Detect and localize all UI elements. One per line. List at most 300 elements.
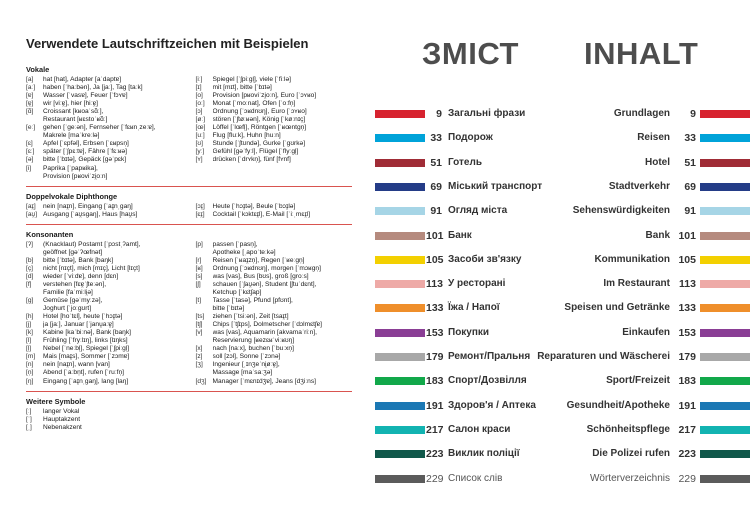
phonetic-examples: mit [mɪt], bitte [ˈbɪtə] (212, 84, 272, 92)
phonetic-entry (196, 92, 352, 100)
phonetic-entry (196, 140, 352, 148)
color-bar-left (375, 353, 425, 361)
chapter-label-german: Stadtverkehr (608, 180, 670, 192)
phonetic-examples: Provision [pʁoviˈzi̯oːn], Euro [ˈɔʏʁo] (212, 92, 317, 100)
chapter-label-german: Kommunikation (594, 253, 670, 265)
phonetic-symbol: [ʒ] (195, 361, 203, 369)
phonetic-examples: bitte [ˈbɪtə] (212, 305, 245, 313)
phonetic-examples: ziehen [ˈt͡siːən], Zeit [t͡saɪ̯t] (212, 313, 289, 321)
phonetic-entry (26, 408, 352, 416)
phonetic-examples: Restaurant [ʁɛstoˈʁɑ̃ː] (43, 116, 108, 124)
phonetic-entry (26, 424, 352, 432)
vokale-left-column (26, 76, 182, 181)
chapter-label-german: Grundlagen (613, 108, 670, 119)
toc-row (372, 201, 750, 221)
color-bar-left (375, 159, 425, 167)
phonetic-examples: Reisen [ˈʁaɪ̯zn̩], Regen [ˈʁeːɡn̩] (212, 256, 305, 264)
page-number-right: 69 (684, 180, 696, 193)
phonetic-examples: Ingenieur [ˌɪnʒeˈni̯øːɐ̯], (212, 361, 280, 369)
color-bar-left (375, 329, 425, 337)
phonetic-entry (26, 165, 182, 173)
phonetic-entry (196, 273, 352, 281)
phonetic-entry (196, 265, 352, 273)
phonetic-examples: soll [zɔl], Sonne [ˈzɔnə] (212, 353, 281, 361)
page-number-right: 91 (684, 205, 696, 218)
phonetic-examples: Hotel [hoˈtɛl], heute [ˈhɔɪ̯tə] (43, 313, 123, 321)
phonetic-symbol: [i] (26, 164, 32, 172)
chapter-label-ukrainian: Покупки (448, 326, 490, 338)
chapter-label-german: Speisen und Getränke (564, 302, 670, 314)
phonetic-symbol: [ː] (26, 407, 32, 415)
color-bar-left (375, 426, 425, 434)
phonetic-symbol: [ŋ] (26, 377, 34, 385)
page-title: Verwendete Lautschriftzeichen mit Beispielen (26, 36, 309, 51)
toc-title-ukrainian: ЗМІСТ (422, 36, 519, 71)
toc-row (372, 153, 750, 173)
toc-row (372, 250, 750, 270)
phonetic-entry (26, 265, 182, 273)
page-number-right: 229 (678, 472, 696, 485)
phonetic-symbol: [h] (26, 313, 34, 321)
chapter-label-ukrainian: Виклик поліції (448, 448, 520, 460)
phonetic-symbol: [ʁ] (195, 264, 203, 272)
color-bar-left (375, 304, 425, 312)
chapter-label-german: Reparaturen und Wäscherei (537, 351, 670, 362)
phonetic-examples: später [ˈʃpɛːtɐ], Fähre [ˈfɛːʁə] (43, 148, 128, 156)
phonetic-entry (196, 345, 352, 353)
phonetic-symbol: [a] (26, 76, 34, 83)
color-bar-right (700, 134, 750, 142)
chapter-label-ukrainian: Їжа / Напої (448, 302, 500, 314)
phonetic-symbol: [z] (195, 353, 203, 361)
phonetic-examples: nein [naɪ̯n], Eingang [ˈaɪ̯nˌɡaŋ] (43, 202, 133, 210)
phonetic-entry-continuation (196, 249, 352, 257)
toc-row (372, 469, 750, 489)
page-number-right: 179 (678, 351, 696, 363)
phonetic-symbol: [ɐ] (26, 92, 34, 100)
phonetic-entry-continuation (26, 305, 182, 313)
phonetic-symbol: [œ] (195, 124, 206, 132)
phonetic-examples: (Knacklaut) Postamt [ˈpɔstˌʔamt], (43, 240, 141, 248)
phonetic-examples: Cocktail [ˈkɔktɛɪ̯l], E-Mail [ˈiːˌmɛɪ̯l] (212, 210, 311, 218)
color-bar-left (375, 232, 425, 240)
toc-row (372, 298, 750, 318)
color-bar-right (700, 402, 750, 410)
phonetic-examples: was [vas], Bus [bʊs], groß [ɡroːs] (212, 272, 309, 280)
phonetic-examples: Massage [maˈsaːʒə] (212, 369, 273, 377)
chapter-label-german: Hotel (645, 156, 670, 168)
chapter-label-ukrainian: Салон краси (448, 423, 511, 435)
phonetic-entry (196, 116, 352, 124)
vokale-columns (26, 76, 352, 181)
phonetic-examples: Flug [fluːk], Huhn [huːn] (212, 132, 281, 140)
diphthonge-right-column (196, 203, 352, 219)
phonetic-entry (26, 378, 182, 386)
phonetic-examples: hat [hat], Adapter [aˈdaptɐ] (43, 76, 122, 83)
phonetic-entry (26, 108, 182, 116)
color-bar-right (700, 304, 750, 312)
phonetic-symbol: [j] (26, 321, 32, 329)
phonetic-entry (196, 156, 352, 164)
phonetic-entry (196, 313, 352, 321)
section-title-symbole: Weitere Symbole (26, 396, 86, 406)
section-divider (26, 224, 352, 225)
phonetic-symbol: [b] (26, 256, 34, 264)
phonetic-examples: Ausgang [ˈaʊ̯sɡaŋ], Haus [haʊ̯s] (43, 210, 138, 218)
page-number-left: 191 (426, 399, 444, 412)
phonetic-entry (196, 297, 352, 305)
phonetic-entry-continuation (26, 116, 182, 124)
phonetic-examples: Spiegel [ˈʃpiːɡl̩], viele [ˈfiːlə] (212, 76, 291, 83)
phonetic-examples: Nebel [ˈneːbl̩], Spiegel [ˈʃpiːɡl̩] (43, 345, 130, 353)
page-number-right: 33 (684, 132, 696, 145)
phonetic-examples: passen [ˈpasn̩], (212, 240, 258, 248)
phonetic-examples: Kabine [kaˈbiːnə], Bank [baŋk] (43, 329, 131, 337)
color-bar-right (700, 159, 750, 167)
phonetic-examples: verstehen [fɛɐ̯ˈʃteːən], (43, 280, 107, 288)
phonetic-examples: Mais [maɪ̯s], Sommer [ˈzɔmɐ] (43, 353, 130, 361)
chapter-label-ukrainian: Спорт/Дозвілля (448, 375, 527, 387)
chapter-label-german: Die Polizei rufen (592, 448, 670, 460)
phonetic-entry (26, 124, 182, 132)
phonetic-examples: Stunde [ˈʃtʊndə], Gurke [ˈɡʊrkə] (212, 140, 306, 148)
phonetic-symbol: [aː] (26, 84, 36, 92)
phonetic-entry (26, 281, 182, 289)
phonetic-entry (196, 321, 352, 329)
chapter-label-ukrainian: Готель (448, 156, 482, 168)
phonetic-entry-continuation (196, 337, 352, 345)
chapter-label-german: Sehenswürdigkeiten (572, 205, 670, 217)
phonetic-entry-continuation (196, 369, 352, 377)
section-divider (26, 186, 352, 187)
phonetic-entry (196, 353, 352, 361)
page-number-right: 183 (678, 375, 696, 388)
chapter-label-german: Einkaufen (622, 326, 670, 338)
phonetic-symbol: [ç] (26, 264, 33, 272)
chapter-label-ukrainian: Ремонт/Пральня (448, 351, 531, 362)
chapter-label-german: Schönheitspflege (586, 423, 670, 435)
chapter-label-ukrainian: Огляд міста (448, 205, 508, 217)
color-bar-right (700, 426, 750, 434)
color-bar-left (375, 475, 425, 483)
page-number-left: 51 (430, 156, 442, 169)
phonetic-entry-continuation (196, 305, 352, 313)
phonetic-symbol: [dʒ] (195, 377, 207, 385)
phonetic-examples: Nebenakzent (43, 423, 82, 431)
phonetic-entry (26, 321, 182, 329)
phonetic-examples: bitte [ˈbɪtə], Bank [baŋk] (43, 256, 114, 264)
phonetic-examples: langer Vokal (43, 407, 80, 415)
phonetic-entry (196, 361, 352, 369)
phonetic-examples: Monat [ˈmoːnat], Ofen [ˈoːfn̩] (212, 100, 296, 108)
phonetic-symbol: [ə] (26, 156, 34, 164)
color-bar-right (700, 183, 750, 191)
phonetic-examples: Familie [faˈmiːli̯ə] (43, 288, 93, 296)
color-bar-right (700, 329, 750, 337)
page-number-right: 101 (678, 229, 696, 242)
phonetic-examples: ja [jaː], Januar [ˈjanu̯aːɐ̯] (43, 321, 114, 329)
phonetic-symbol: [n] (26, 361, 34, 369)
toc-row (372, 104, 750, 124)
phonetic-symbol: [ˌ] (26, 423, 32, 431)
phonetic-examples: Frühling [ˈfryːlɪŋ], links [lɪŋks] (43, 337, 128, 345)
phonetic-examples: Abend [ˈaːbn̩t], rufen [ˈruːfn̩] (43, 369, 125, 377)
phonetic-examples: Gemüse [ɡəˈmyːzə], (43, 297, 103, 305)
page-number-left: 183 (426, 375, 444, 388)
phonetic-entry (196, 76, 352, 84)
phonetic-examples: Makrele [maˈkreːlə] (43, 132, 100, 140)
color-bar-left (375, 450, 425, 458)
color-bar-right (700, 110, 750, 118)
color-bar-left (375, 207, 425, 215)
phonetic-entry (196, 211, 352, 219)
phonetic-examples: wir [viːɐ̯], hier [hiːɐ̯] (43, 100, 98, 108)
phonetic-examples: schauen [ˈʃaʊ̯ən], Student [ʃtuˈdɛnt], (212, 280, 317, 288)
phonetic-symbol: [r] (195, 256, 202, 264)
page-number-right: 153 (678, 326, 696, 339)
phonetic-examples: Paprika [ˈpapʁika], (43, 164, 98, 172)
phonetic-examples: Eingang [ˈaɪ̯nˌɡaŋ], lang [laŋ] (43, 377, 129, 385)
phonetic-examples: Reservierung [ʁezɛʁˈviːʁʊŋ] (212, 337, 295, 345)
table-of-contents (372, 0, 750, 531)
toc-row (372, 128, 750, 148)
phonetic-entry (26, 84, 182, 92)
phonetic-symbol: [l̩] (26, 345, 32, 353)
phonetic-entry-continuation (26, 249, 182, 257)
phonetic-examples: nein [naɪ̯n], wann [van] (43, 361, 110, 369)
phonetic-examples: geöffnet [ɡəˈʔœfnət] (43, 248, 103, 256)
konsonanten-right-column (196, 241, 352, 386)
phonetic-entry (196, 241, 352, 249)
toc-row (372, 177, 750, 197)
phonetic-symbol: [f] (26, 280, 32, 288)
phonetic-entry (26, 257, 182, 265)
phonetic-examples: Chips [ˈt͡ʃɪps], Dolmetscher [ˈdɔlmɛt͡ʃɐ] (212, 321, 322, 329)
phonetic-entry (196, 148, 352, 156)
phonetic-entry (196, 124, 352, 132)
phonetic-examples: Wasser [ˈvasɐ], Feuer [ˈfɔʏɐ] (43, 92, 128, 100)
color-bar-left (375, 377, 425, 385)
phonetic-entry (26, 92, 182, 100)
phonetic-entry (26, 76, 182, 84)
phonetic-symbol: [oː] (195, 100, 205, 108)
toc-row (372, 347, 750, 367)
page-number-right: 217 (678, 423, 696, 436)
phonetic-examples: Provision [pʁoviˈzi̯oːn] (43, 172, 108, 180)
page-number-left: 33 (430, 132, 442, 145)
phonetic-symbol: [aʊ̯] (26, 210, 38, 218)
phonetic-examples: Ordnung [ˈɔʁdnʊŋ], Euro [ˈɔʏʁo] (212, 108, 307, 116)
page-number-left: 101 (426, 229, 444, 242)
phonetic-symbol: [n̩] (26, 369, 34, 377)
phonetic-entry (26, 329, 182, 337)
page-number-right: 223 (678, 448, 696, 461)
page-number-right: 51 (684, 156, 696, 169)
color-bar-right (700, 450, 750, 458)
toc-row (372, 420, 750, 440)
phonetic-entry (26, 156, 182, 164)
phonetic-symbol: [ˈ] (26, 415, 32, 423)
phonetic-symbol: [ɔɪ̯] (195, 202, 205, 210)
phonetic-examples: drücken [ˈdrʏkn̩], fünf [fʏnf] (212, 156, 291, 164)
chapter-label-german: Bank (645, 229, 670, 241)
phonetic-symbol: [v] (195, 329, 203, 337)
chapter-label-ukrainian: Міський транспорт (448, 180, 543, 192)
phonetic-entry (26, 313, 182, 321)
page-number-right: 191 (678, 399, 696, 412)
page-number-left: 153 (426, 326, 444, 339)
phonetic-examples: Gefühl [ɡəˈfyːl], Flügel [ˈflyːɡl̩] (212, 148, 299, 156)
phonetic-entry (196, 203, 352, 211)
phonetic-examples: gehen [ˈɡeːən], Fernseher [ˈfɛʁnˌzeːɐ], (43, 124, 156, 132)
page-number-left: 69 (430, 180, 442, 193)
phonetic-entry (26, 211, 182, 219)
phonetic-entry (196, 108, 352, 116)
page-number-left: 9 (436, 108, 442, 120)
konsonanten-left-column (26, 241, 182, 386)
phonetic-symbol: [g] (26, 297, 34, 305)
phonetic-symbol: [m] (26, 353, 36, 361)
chapter-label-german: Wörterverzeichnis (589, 472, 670, 484)
toc-row (372, 274, 750, 294)
phonetic-entry (26, 203, 182, 211)
color-bar-right (700, 232, 750, 240)
toc-row (372, 323, 750, 343)
phonetic-examples: Joghurt [ˈjoːɡʊrt] (43, 305, 92, 313)
phonetic-examples: nach [naːx], buchen [ˈbuːxn̩] (212, 345, 294, 353)
phonetic-entry (26, 337, 182, 345)
phonetic-symbol: [ɑ̃] (26, 108, 34, 116)
phonetic-symbol: [ɐ̯] (26, 100, 34, 108)
phonetic-entry-continuation (196, 289, 352, 297)
phonetic-examples: nicht [nɪçt], mich [mɪç], Licht [lɪçt] (43, 264, 140, 272)
phonetic-examples: Heute [ˈhɔɪ̯tə], Beule [ˈbɔɪ̯lə] (212, 202, 296, 210)
phonetic-symbol: [uː] (195, 132, 205, 140)
color-bar-right (700, 377, 750, 385)
toc-row (372, 444, 750, 464)
chapter-label-ukrainian: У ресторані (448, 278, 506, 290)
phonetic-examples: was [vas], Aquamarin [akvamaˈriːn], (212, 329, 317, 337)
color-bar-left (375, 110, 425, 118)
phonetic-symbol: [ʔ] (26, 240, 33, 248)
phonetic-examples: Croissant [kʁoaˈsɑ̃ː], (43, 108, 104, 116)
phonetic-symbol: [k] (26, 329, 33, 337)
phonetic-entry (26, 100, 182, 108)
phonetic-examples: haben [ˈhaːbən], Ja [jaː], Tag [taːk] (43, 84, 143, 92)
phonetic-symbol: [ʏ] (195, 156, 203, 164)
page-number-left: 217 (426, 423, 444, 436)
toc-row (372, 226, 750, 246)
phonetic-examples: Löffel [ˈlœfl̩], Röntgen [ˈʁœntɡn̩] (212, 124, 307, 132)
page-number-left: 91 (430, 205, 442, 218)
phonetic-examples: Apotheke [ˌapoˈteːkə] (212, 248, 276, 256)
konsonanten-columns (26, 241, 352, 386)
phonetic-symbol: [iː] (195, 76, 203, 83)
phonetic-entry (26, 241, 182, 249)
phonetic-symbol: [ɪ] (195, 84, 202, 92)
phonetic-entry (196, 84, 352, 92)
phonetic-examples: bitte [ˈbɪtə], Gepäck [ɡəˈpɛk] (43, 156, 127, 164)
symbole-list (26, 408, 352, 432)
phonetic-examples: Manager [ˈmɛnɪd͡ʒɐ], Jeans [d͡ʒiːns] (212, 377, 316, 385)
phonetic-symbol: [øː] (195, 116, 206, 124)
phonetic-entry (196, 329, 352, 337)
phonetic-symbol: [ɛ] (26, 140, 33, 148)
page-number-right: 113 (679, 278, 696, 291)
phonetic-symbol: [ts] (195, 313, 205, 321)
phonetic-entry (196, 132, 352, 140)
chapter-label-ukrainian: Загальні фрази (448, 108, 526, 119)
phonetic-entry (26, 297, 182, 305)
page-number-left: 229 (426, 472, 444, 485)
diphthonge-columns (26, 203, 352, 219)
color-bar-right (700, 207, 750, 215)
page-number-left: 179 (426, 351, 444, 363)
phonetic-symbol: [ɛɪ̯] (195, 210, 205, 218)
color-bar-right (700, 280, 750, 288)
color-bar-right (700, 256, 750, 264)
vokale-right-column (196, 76, 352, 181)
page-number-right: 105 (678, 253, 696, 266)
phonetic-entry-continuation (26, 132, 182, 140)
page-number-right: 133 (678, 302, 696, 315)
phonetic-symbol: [ɔ] (195, 108, 203, 116)
phonetic-entry (196, 281, 352, 289)
phonetic-examples: stören [ˈʃtøːʁən], König [ˈkøːnɪç] (212, 116, 306, 124)
chapter-label-german: Sport/Freizeit (606, 375, 670, 387)
phonetic-symbol: [l] (26, 337, 32, 345)
phonetic-entry (26, 345, 182, 353)
phonetic-entry (26, 148, 182, 156)
phonetic-entry (26, 416, 352, 424)
phonetic-entry (26, 353, 182, 361)
page-number-left: 113 (426, 278, 443, 291)
phonetic-symbol: [ʊ] (195, 140, 203, 148)
chapter-label-german: Gesundheit/Apotheke (566, 399, 670, 411)
phonetic-entry-continuation (26, 173, 182, 181)
diphthonge-left-column (26, 203, 182, 219)
phonetic-examples: Hauptakzent (43, 415, 81, 423)
phonetic-symbol: [eː] (26, 124, 36, 132)
page-number-left: 133 (426, 302, 444, 315)
page-number-left: 223 (426, 448, 444, 461)
color-bar-right (700, 353, 750, 361)
phonetic-entry (196, 378, 352, 386)
chapter-label-ukrainian: Засоби зв'язку (448, 253, 522, 265)
phonetic-entry (196, 257, 352, 265)
phonetic-entry (26, 273, 182, 281)
color-bar-left (375, 134, 425, 142)
toc-row (372, 396, 750, 416)
phonetic-examples: Äpfel [ˈɛpfəl], Erbsen [ˈɛʁpsn̩] (43, 140, 129, 148)
phonetic-symbol: [d] (26, 272, 34, 280)
phonetic-symbol: [ʃ] (195, 280, 201, 288)
chapter-label-german: Reisen (637, 132, 670, 144)
phonetic-entry (26, 361, 182, 369)
phonetic-symbol: [t] (195, 297, 202, 305)
phonetic-entry (26, 140, 182, 148)
phonetic-symbol: [x] (195, 345, 203, 353)
color-bar-left (375, 183, 425, 191)
toc-title-german: INHALT (584, 36, 699, 71)
phonetic-entry-continuation (26, 289, 182, 297)
phonetic-symbols-panel (26, 36, 352, 432)
section-title-vokale: Vokale (26, 65, 50, 74)
section-divider (26, 391, 352, 392)
color-bar-right (700, 475, 750, 483)
color-bar-left (375, 402, 425, 410)
chapter-label-german: Im Restaurant (603, 278, 670, 290)
